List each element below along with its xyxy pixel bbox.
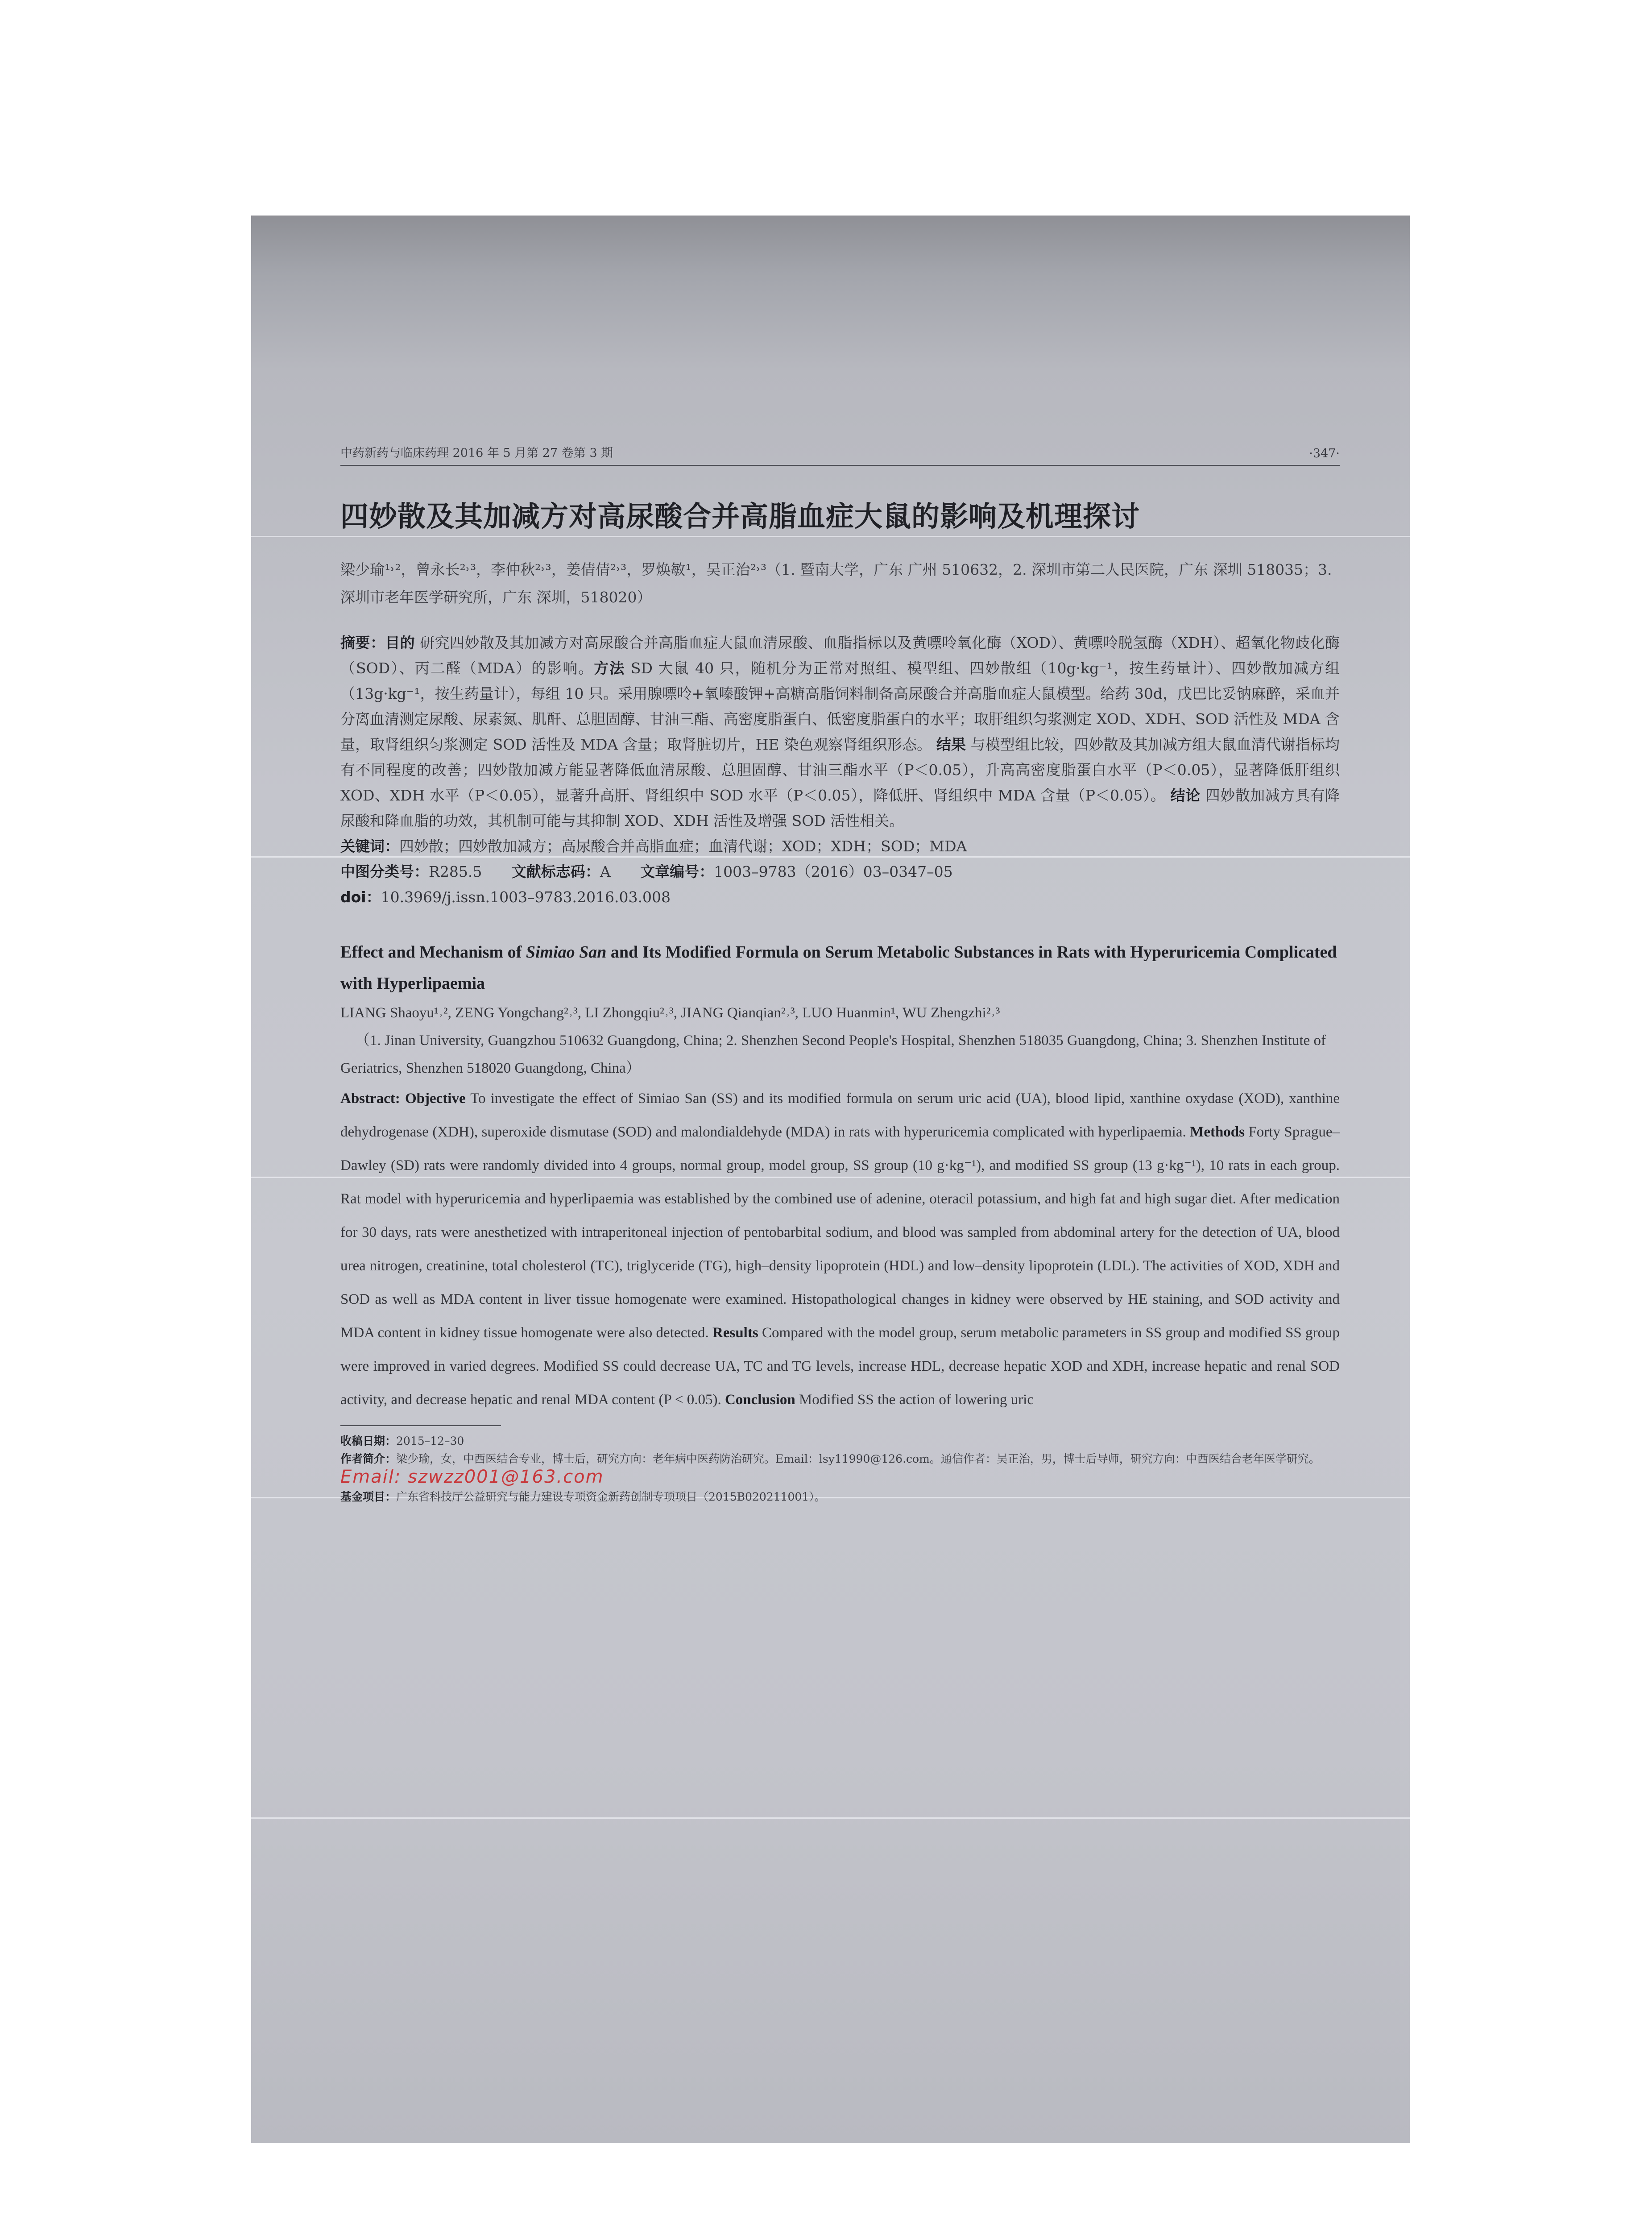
received-date: 收稿日期：2015–12–30 [340,1435,464,1447]
article-title-cn: 四妙散及其加减方对高尿酸合并高脂血症大鼠的影响及机理探讨 [340,500,1140,533]
doi-label: doi： [340,888,381,906]
article-title-en: Effect and Mechanism of Simiao San and Its Modified Formula on Serum Metabolic Substances in Rats with Hyperuricemia Complicated with Hyperlipaemia [340,943,1337,993]
clc-value: R285.5 [429,863,482,880]
footnotes [340,1432,1340,1506]
results-label-cn: 结果 [936,736,966,753]
doi-value: 10.3969/j.issn.1003–9783.2016.03.008 [381,888,671,906]
objective-label-cn: 目的 [385,634,415,651]
conclusion-text-cn: 四妙散加减方具有降尿酸和降血脂的功效，其机制可能与其抑制 XOD、XDH 活性及增强 SOD 活性相关。 [340,787,1340,829]
conclusion-label-cn: 结论 [1170,787,1201,804]
clc-label: 中图分类号： [340,863,429,880]
keywords [340,834,1340,859]
abstract-en [340,1082,1340,1417]
page-number: ·347· [1309,447,1340,460]
abstract-cn [340,630,1340,834]
classification-line [340,859,1340,884]
scanned-page [251,216,1410,2143]
journal-header: 中药新药与临床药理 2016 年 5 月第 27 卷第 3 期 [340,446,613,460]
author-info: 作者简介：梁少瑜，女，中西医结合专业，博士后，研究方向：老年病中医药防治研究。Email：lsy11990@126.com。通信作者：吴正治，男，博士后导师，研究方向：中西医结合老年医学研究。 Email: szwzz001@163.com [340,1452,1320,1487]
objective-text-cn: 研究四妙散及其加减方对高尿酸合并高脂血症大鼠血清尿酸、血脂指标以及黄嘌呤氧化酶（XOD）、黄嘌呤脱氢酶（XDH）、超氧化物歧化酶（SOD）、丙二醛（MDA）的影响。 [340,634,1340,677]
scan-artifact [251,1817,1410,1819]
doc-code-label: 文献标志码： [511,863,600,880]
objective-label-en: Objective [405,1091,466,1107]
methods-text-en: Forty Sprague–Dawley (SD) rats were randomly divided into 4 groups, normal group, model group, SS group (10 g·kg⁻¹), and modified SS group (13 g·kg⁻¹), 10 rats in each group. Rat model with hyperuricemia and hyperlipaemia was established by the combined use of adenine, oteracil potassium, and high fat and high sugar diet. After medication for 30 days, rats were anesthetized with intraperitoneal injection of pentobarbital sodium, and blood was sampled from abdominal artery for the detection of UA, blood urea nitrogen, creatinine, total cholesterol (TC), triglyceride (TG), high–density lipoprotein (HDL) and low–density lipoprotein (LDL). The activities of XOD, XDH and SOD as well as MDA content in liver tissue homogenate were examined. Histopathological changes in kidney were observed by HE staining, and SOD activity and MDA content in kidney tissue homogenate were also detected. [340,1124,1340,1341]
conclusion-text-en: Modified SS the action of lowering uric [799,1392,1034,1408]
authors-cn: 梁少瑜¹˒²，曾永长²˒³，李仲秋²˒³，姜倩倩²˒³，罗焕敏¹，吴正治²˒³（1. 暨南大学，广东 广州 510632，2. 深圳市第二人民医院，广东 深圳 518035；3. 深圳市老年医学研究所，广东 深圳，518020） [340,561,1332,606]
results-label-en: Results [712,1325,758,1341]
article-number-value: 1003–9783（2016）03–0347–05 [714,863,953,880]
footnote-divider [340,1425,501,1426]
abstract-label-en: Abstract: [340,1091,400,1107]
article-content [340,443,1340,1506]
title-en-italic: Simiao San [526,943,607,962]
fund-info: 基金项目：广东省科技厅公益研究与能力建设专项资金新药创制专项项目（2015B020211001）。 [340,1490,826,1503]
methods-label-cn: 方法 [594,659,625,677]
results-text-en: Compared with the model group, serum metabolic parameters in SS group and modified SS group were improved in varied degrees. Modified SS could decrease UA, TC and TG levels, increase HDL, decrease hepatic XOD and XDH, increase hepatic and renal SOD activity, and decrease hepatic and renal MDA content (P < 0.05). [340,1325,1340,1408]
article-number-label: 文章编号： [640,863,714,880]
authors-en: LIANG Shaoyu¹˒², ZENG Yongchang²˒³, LI Zhongqiu²˒³, JIANG Qianqian²˒³, LUO Huanmin¹, WU Zhengzhi²˒³ [340,1005,1000,1021]
affiliations-en: （1. Jinan University, Guangzhou 510632 Guangdong, China; 2. Shenzhen Second People's Hospital, Shenzhen 518035 Guangdong, China; 3. Shenzhen Institute of Geriatrics, Shenzhen 518020 Guangdong, China） [340,1033,1326,1076]
results-text-cn: 与模型组比较，四妙散及其加减方组大鼠血清代谢指标均有不同程度的改善；四妙散加减方能显著降低血清尿酸、总胆固醇、甘油三酯水平（P＜0.05），升高高密度脂蛋白水平（P＜0.05），显著降低肝组织 XOD、XDH 水平（P＜0.05），显著升高肝、肾组织中 SOD 水平（P＜0.05），降低肝、肾组织中 MDA 含量（P＜0.05）。 [340,736,1340,804]
keywords-label: 关键词： [340,838,399,855]
abstract-label-cn: 摘要： [340,634,385,651]
keywords-text: 四妙散；四妙散加减方；高尿酸合并高脂血症；血清代谢；XOD；XDH；SOD；MDA [399,838,967,855]
methods-text-cn: SD 大鼠 40 只，随机分为正常对照组、模型组、四妙散组（10g·kg⁻¹，按生药量计）、四妙散加减方组（13g·kg⁻¹，按生药量计），每组 10 只。采用腺嘌呤+氧嗪酸钾+高糖高脂饲料制备高尿酸合并高脂血症大鼠模型。给药 30d，戊巴比妥钠麻醉，采血并分离血清测定尿酸、尿素氮、肌酐、总胆固醇、甘油三酯、高密度脂蛋白、低密度脂蛋白的水平；取肝组织匀浆测定 XOD、XDH、SOD 活性及 MDA 含量，取肾组织匀浆测定 SOD 活性及 MDA 含量；取肾脏切片，HE 染色观察肾组织形态。 [340,659,1340,753]
methods-label-en: Methods [1190,1124,1245,1140]
doi-line [340,884,1340,910]
handwritten-email: Email: szwzz001@163.com [340,1467,604,1487]
doc-code-value: A [600,863,611,880]
running-header [340,443,1340,466]
objective-text-en: To investigate the effect of Simiao San (SS) and its modified formula on serum uric acid (UA), blood lipid, xanthine oxydase (XOD), xanthine dehydrogenase (XDH), superoxide dismutase (SOD) and malondialdehyde (MDA) in rats with hyperuricemia complicated with hyperlipaemia. [340,1091,1340,1140]
conclusion-label-en: Conclusion [725,1392,795,1408]
